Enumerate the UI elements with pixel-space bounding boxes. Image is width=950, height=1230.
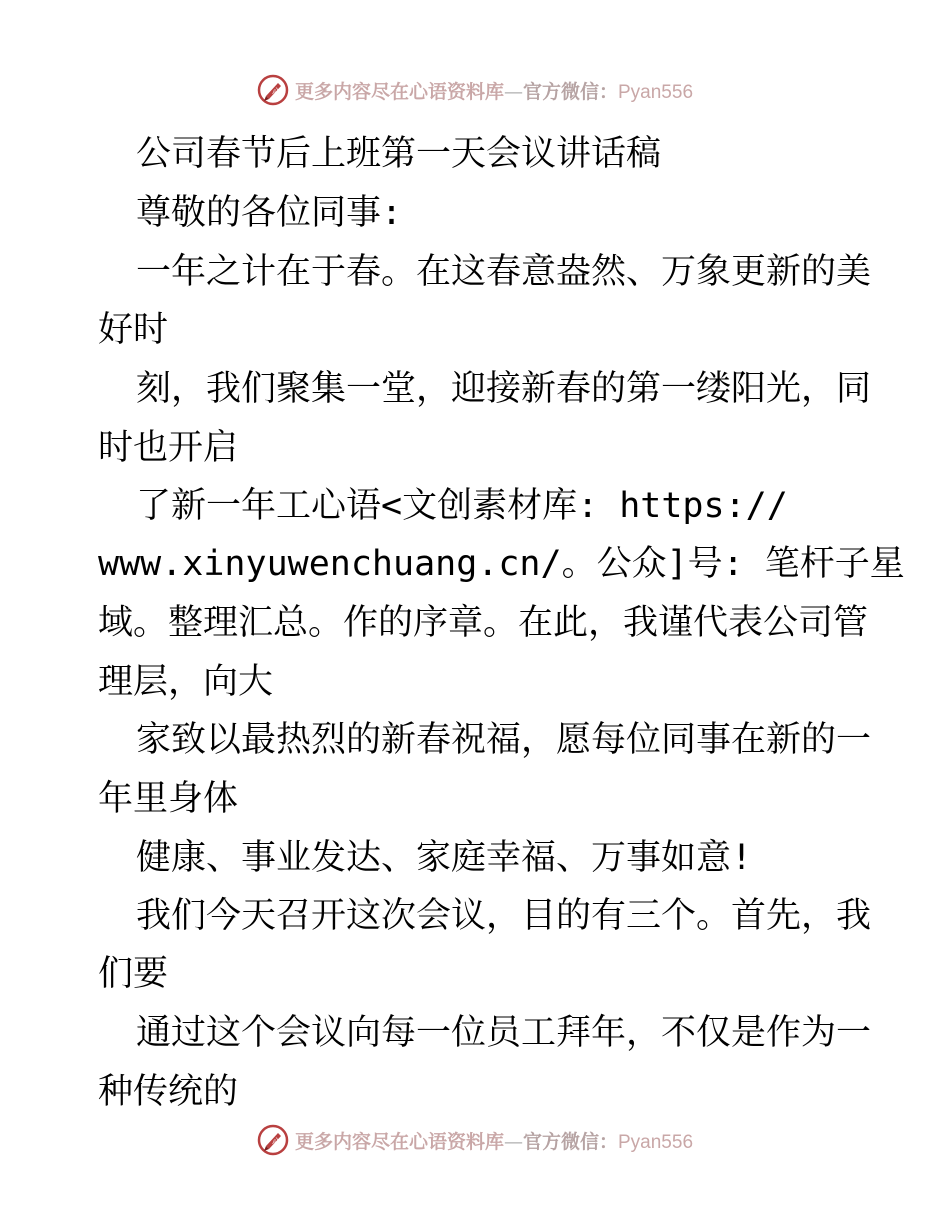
- paragraph-line: 家致以最热烈的新春祝福，愿每位同事在新的一: [136, 720, 872, 760]
- paragraph-line: 刻，我们聚集一堂，迎接新春的第一缕阳光，同: [136, 369, 872, 409]
- pen-logo-icon: [257, 1124, 289, 1156]
- doc-title: 公司春节后上班第一天会议讲话稿: [136, 134, 662, 174]
- svg-text:心: 心: [271, 1138, 281, 1148]
- watermark-header: [0, 70, 950, 110]
- paragraph-line: 年里身体: [98, 779, 239, 819]
- paragraph-line: 域。整理汇总。作的序章。在此，我谨代表公司管: [98, 603, 869, 643]
- paragraph-line: 们要: [98, 954, 169, 994]
- paragraph-line: 一年之计在于春。在这春意盎然、万象更新的美: [136, 252, 872, 292]
- watermark-text: 更多内容尽在心语资料库—官方微信：Pyan556: [294, 80, 694, 103]
- pen-logo-icon: [257, 74, 289, 106]
- salutation: 尊敬的各位同事:: [136, 193, 403, 233]
- watermark-text: 更多内容尽在心语资料库—官方微信：Pyan556: [294, 1130, 694, 1153]
- paragraph-line: 了新一年工心语<文创素材库: https://: [136, 486, 788, 526]
- paragraph-line: 时也开启: [98, 428, 239, 468]
- paragraph-line: 种传统的: [98, 1072, 239, 1112]
- paragraph-line: 通过这个会议向每一位员工拜年，不仅是作为一: [136, 1013, 872, 1053]
- paragraph-line: 好时: [98, 310, 169, 350]
- svg-text:心: 心: [271, 88, 281, 98]
- watermark-footer: [0, 1120, 950, 1160]
- paragraph-line: 健康、事业发达、家庭幸福、万事如意!: [136, 838, 753, 878]
- paragraph-line: 理层，向大: [98, 662, 274, 702]
- paragraph-line: 我们今天召开这次会议，目的有三个。首先，我: [136, 896, 872, 936]
- paragraph-line: www.xinyuwenchuang.cn/。公众]号: 笔杆子星: [98, 544, 905, 584]
